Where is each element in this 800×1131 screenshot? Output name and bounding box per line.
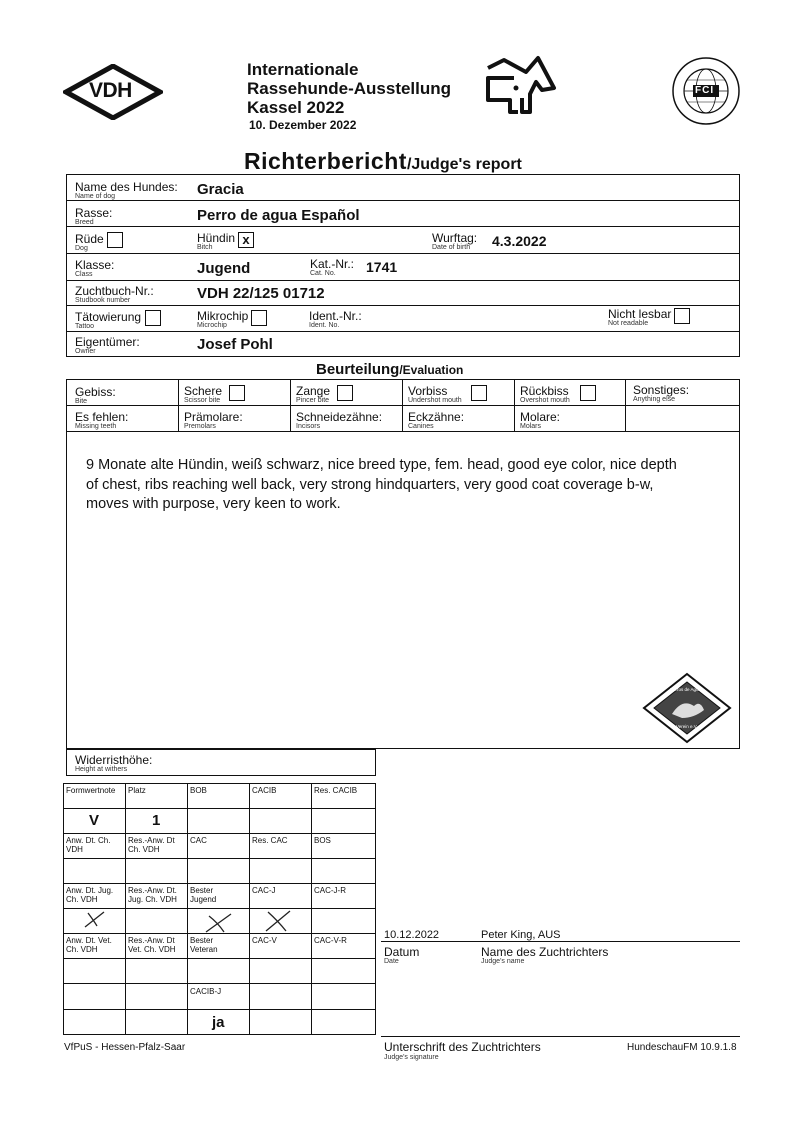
pincer-bite-sublabel: Pincer bite bbox=[296, 397, 330, 404]
cat-no-label: Kat.-Nr.: bbox=[310, 257, 355, 271]
signature-sublabel: Judge's signature bbox=[384, 1054, 439, 1061]
vdh-logo-text: VDH bbox=[89, 79, 132, 102]
overshot-sublabel: Overshot mouth bbox=[520, 397, 570, 404]
grid-cac-v-label: CAC-V bbox=[252, 936, 277, 945]
ident-no-label: Ident.-Nr.: bbox=[309, 309, 362, 323]
cat-no-sublabel: Cat. No. bbox=[310, 270, 336, 277]
show-title-line1: Internationale bbox=[247, 60, 359, 79]
grid-res-veteran-champion-label: Res.-Anw. Dt Vet. Ch. VDH bbox=[128, 936, 176, 954]
evaluation-text-line: 9 Monate alte Hündin, weiß schwarz, nice breed type, fem. head, good eye color, nice depth bbox=[86, 457, 677, 473]
dog-name-sublabel: Name of dog bbox=[75, 193, 116, 200]
grid-cac-v-r-label: CAC-V-R bbox=[314, 936, 347, 945]
fci-logo bbox=[671, 56, 741, 126]
evaluation-text-line: of chest, ribs reaching well back, very strong hindquarters, very good coat coverage b-w, bbox=[86, 476, 654, 493]
studbook-value[interactable]: VDH 22/125 01712 bbox=[197, 285, 325, 302]
molars-label: Molare: bbox=[520, 410, 561, 424]
microchip-checkbox[interactable] bbox=[251, 310, 267, 326]
date-label: Datum bbox=[384, 945, 420, 959]
evaluation-box bbox=[66, 379, 740, 749]
report-title bbox=[244, 148, 522, 175]
undershot-label: Vorbiss bbox=[408, 384, 448, 398]
tattoo-label: Tätowierung bbox=[75, 310, 142, 324]
grid-res-cacib-label: Res. CACIB bbox=[314, 786, 358, 795]
canines-sublabel: Canines bbox=[408, 423, 434, 430]
evaluation-title bbox=[316, 361, 463, 379]
footer-software: HundeschauFM 10.9.1.8 bbox=[627, 1042, 737, 1053]
missing-teeth-label: Es fehlen: bbox=[75, 410, 129, 424]
signature-label: Unterschrift des Zuchtrichters bbox=[384, 1040, 541, 1054]
judge-name-sublabel: Judge's name bbox=[481, 958, 525, 965]
grid-cacib-j-value[interactable]: ja bbox=[212, 1014, 225, 1031]
dog-info-table bbox=[66, 174, 740, 357]
grid-best-veteran-label: Bester Veteran bbox=[190, 936, 218, 954]
fci-logo-text: FCI bbox=[695, 85, 715, 96]
owner-value[interactable]: Josef Pohl bbox=[197, 336, 273, 353]
dob-sublabel: Date of birth bbox=[432, 244, 471, 251]
owner-label: Eigentümer: bbox=[75, 335, 140, 349]
dob-label: Wurftag: bbox=[432, 231, 478, 245]
judge-name-label: Name des Zuchtrichters bbox=[481, 945, 609, 959]
incisors-label: Schneidezähne: bbox=[296, 410, 383, 424]
club-stamp-bottom: Verein e.V. bbox=[676, 724, 698, 729]
female-checkbox[interactable] bbox=[238, 232, 254, 248]
class-value[interactable]: Jugend bbox=[197, 260, 251, 277]
class-label: Klasse: bbox=[75, 258, 115, 272]
grid-res-cac-label: Res. CAC bbox=[252, 836, 288, 845]
grid-veteran-champion-label: Anw. Dt. Vet. Ch. VDH bbox=[66, 936, 112, 954]
studbook-label: Zuchtbuch-Nr.: bbox=[75, 284, 154, 298]
owner-sublabel: Owner bbox=[75, 348, 96, 355]
canines-label: Eckzähne: bbox=[408, 410, 465, 424]
grid-form-grade-label: Formwertnote bbox=[66, 786, 116, 795]
judge-name-value[interactable]: Peter King, AUS bbox=[481, 929, 561, 941]
evaluation-title-de: Beurteilung bbox=[316, 361, 400, 378]
male-checkbox[interactable] bbox=[107, 232, 123, 248]
grid-cacib-label: CACIB bbox=[252, 786, 277, 795]
grid-cac-label: CAC bbox=[190, 836, 207, 845]
grid-cacib-j-label: CACIB-J bbox=[190, 987, 222, 996]
overshot-checkbox[interactable] bbox=[580, 385, 596, 401]
female-label: Hündin bbox=[197, 231, 236, 245]
club-stamp bbox=[642, 672, 732, 744]
microchip-sublabel: Microchip bbox=[197, 322, 227, 329]
evaluation-title-en: /Evaluation bbox=[399, 363, 464, 377]
breed-value[interactable]: Perro de agua Español bbox=[197, 207, 360, 224]
tattoo-sublabel: Tattoo bbox=[75, 323, 95, 330]
male-label: Rüde bbox=[75, 232, 104, 246]
grid-form-grade-value[interactable]: V bbox=[89, 812, 100, 829]
report-title-de: Richterbericht bbox=[244, 148, 407, 174]
undershot-checkbox[interactable] bbox=[471, 385, 487, 401]
scissor-bite-checkbox[interactable] bbox=[229, 385, 245, 401]
grid-best-youth-label: Bester Jugend bbox=[190, 886, 217, 904]
grid-bos-label: BOS bbox=[314, 836, 331, 845]
grid-bob-label: BOB bbox=[190, 786, 207, 795]
grid-placement-label: Platz bbox=[128, 786, 146, 795]
studbook-sublabel: Studbook number bbox=[75, 297, 131, 304]
female-sublabel: Bitch bbox=[197, 244, 213, 251]
grid-youth-champion-label: Anw. Dt. Jug. Ch. VDH bbox=[66, 886, 114, 904]
not-readable-label: Nicht lesbar bbox=[608, 307, 672, 321]
date-sublabel: Date bbox=[384, 958, 399, 965]
premolars-label: Prämolare: bbox=[184, 410, 243, 424]
grid-champion-label: Anw. Dt. Ch. VDH bbox=[66, 836, 111, 854]
scissor-bite-sublabel: Scissor bite bbox=[184, 397, 221, 404]
footer-club: VfPuS - Hessen-Pfalz-Saar bbox=[64, 1042, 186, 1053]
show-date: 10. Dezember 2022 bbox=[249, 118, 357, 132]
bite-label: Gebiss: bbox=[75, 385, 116, 399]
molars-sublabel: Molars bbox=[520, 423, 542, 430]
best-youth-cross-mark bbox=[204, 912, 234, 939]
vdh-logo bbox=[63, 64, 163, 120]
not-readable-checkbox[interactable] bbox=[674, 308, 690, 324]
microchip-label: Mikrochip bbox=[197, 309, 249, 323]
undershot-sublabel: Undershot mouth bbox=[408, 397, 462, 404]
grid-res-youth-champion-label: Res.-Anw. Dt. Jug. Ch. VDH bbox=[128, 886, 177, 904]
dog-name-label: Name des Hundes: bbox=[75, 180, 178, 194]
dob-value[interactable]: 4.3.2022 bbox=[492, 233, 547, 249]
scissor-bite-label: Schere bbox=[184, 384, 223, 398]
youth-champion-cross-mark bbox=[82, 909, 108, 936]
judging-date-value[interactable]: 10.12.2022 bbox=[384, 929, 440, 941]
dog-name-value[interactable]: Gracia bbox=[197, 181, 244, 198]
club-stamp-top: Perros de Agua bbox=[670, 687, 702, 692]
not-readable-sublabel: Not readable bbox=[608, 320, 649, 327]
grid-res-champion-label: Res.-Anw. Dt Ch. VDH bbox=[128, 836, 175, 854]
grid-placement-value[interactable]: 1 bbox=[152, 812, 161, 829]
show-title-line3: Kassel 2022 bbox=[247, 98, 345, 117]
evaluation-text-line: moves with purpose, very keen to work. bbox=[86, 496, 341, 512]
incisors-sublabel: Incisors bbox=[296, 423, 321, 430]
cac-j-cross-mark bbox=[264, 909, 294, 938]
height-label: Widerristhöhe: bbox=[75, 753, 153, 767]
height-sublabel: Height at withers bbox=[75, 766, 128, 773]
evaluation-text[interactable] bbox=[86, 456, 677, 515]
other-sublabel: Anything else bbox=[633, 396, 676, 403]
missing-teeth-sublabel: Missing teeth bbox=[75, 423, 117, 430]
class-sublabel: Class bbox=[75, 271, 93, 278]
other-label: Sonstiges: bbox=[633, 383, 690, 397]
tattoo-checkbox[interactable] bbox=[145, 310, 161, 326]
pincer-bite-checkbox[interactable] bbox=[337, 385, 353, 401]
ident-no-sublabel: Ident. No. bbox=[309, 322, 340, 329]
female-check-mark: x bbox=[242, 232, 250, 247]
breed-label: Rasse: bbox=[75, 206, 113, 220]
cat-no-value[interactable]: 1741 bbox=[366, 259, 398, 275]
breed-sublabel: Breed bbox=[75, 219, 94, 226]
dog-head-icon bbox=[482, 54, 560, 118]
overshot-label: Rückbiss bbox=[520, 384, 569, 398]
show-title-line2: Rassehunde-Ausstellung bbox=[247, 79, 452, 98]
premolars-sublabel: Premolars bbox=[184, 423, 216, 430]
pincer-bite-label: Zange bbox=[296, 384, 331, 398]
grid-cac-j-r-label: CAC-J-R bbox=[314, 886, 346, 895]
grid-cac-j-label: CAC-J bbox=[252, 886, 276, 895]
bite-sublabel: Bite bbox=[75, 398, 88, 405]
report-title-en: /Judge's report bbox=[406, 156, 522, 173]
male-sublabel: Dog bbox=[75, 245, 88, 252]
